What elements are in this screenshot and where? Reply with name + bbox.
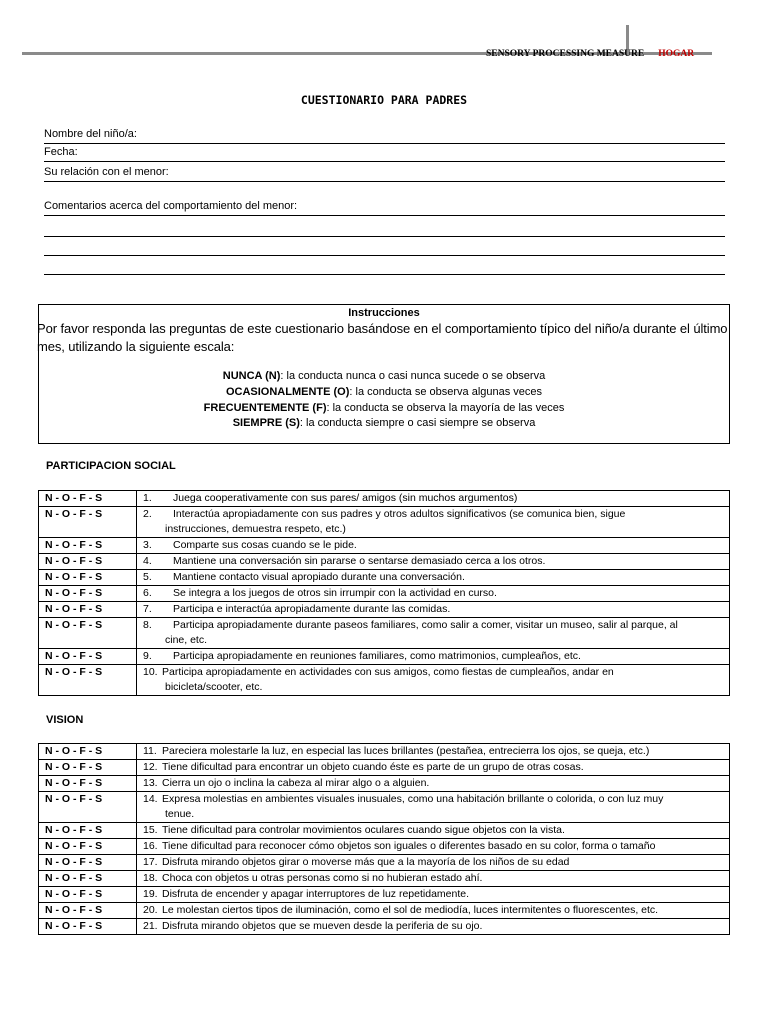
question-line: Tiene dificultad para encontrar un objeto cuando éste es parte de un grupo de otras cosas. [162,761,584,773]
table-row [39,744,730,760]
table-row [39,602,730,618]
question-line: Disfruta mirando objetos que se mueven desde la periferia de su ojo. [162,920,483,932]
question-text [137,602,730,618]
question-text [137,507,730,538]
question-text [137,744,730,760]
table-row [39,919,730,935]
question-number: 20. [143,904,158,916]
question-text [137,649,730,665]
question-text [137,855,730,871]
question-number: 9. [143,650,152,662]
question-number: 19. [143,888,158,900]
question-line-continued: instrucciones, demuestra respeto, etc.) [165,523,346,535]
question-line: Comparte sus cosas cuando se le pide. [173,539,357,551]
scale-item: NUNCA (N): la conducta nunca o casi nunca sucede o se observa [222,370,546,382]
comments-line[interactable] [44,273,725,275]
question-line: Le molestan ciertos tipos de iluminación, como el sol de mediodía, luces intermitentes o fluorescentes, etc. [162,904,659,916]
question-text [137,919,730,935]
table-row [39,665,730,696]
section-title-social: PARTICIPACION SOCIAL [46,460,176,472]
response-options[interactable]: N - O - F - S [39,839,137,855]
question-text [137,586,730,602]
question-number: 13. [143,777,158,789]
question-text [137,554,730,570]
rating-scale [39,369,729,432]
question-number: 18. [143,872,158,884]
question-text [137,538,730,554]
table-row [39,760,730,776]
table-row [39,839,730,855]
question-text [137,618,730,649]
question-number: 11. [143,745,157,757]
question-number: 12. [143,761,158,773]
question-line: Mantiene una conversación sin pararse o sentarse demasiado cerca a los otros. [173,555,546,567]
question-number: 5. [143,571,152,583]
relation-field[interactable]: Su relación con el menor: [44,165,725,182]
instructions-box [38,304,730,444]
table-row [39,823,730,839]
question-line: Tiene dificultad para controlar movimientos oculares cuando sigue objetos con la vista. [162,824,565,836]
response-options[interactable]: N - O - F - S [39,744,137,760]
question-text [137,570,730,586]
question-number: 8. [143,619,152,631]
question-line: Disfruta de encender y apagar interruptores de luz repetidamente. [162,888,470,900]
table-row [39,871,730,887]
version-label: HOGAR [658,49,695,59]
response-options[interactable]: N - O - F - S [39,554,137,570]
question-text [137,491,730,507]
response-options[interactable]: N - O - F - S [39,887,137,903]
response-options[interactable]: N - O - F - S [39,903,137,919]
response-options[interactable]: N - O - F - S [39,618,137,649]
question-number: 4. [143,555,152,567]
question-number: 1. [143,492,152,504]
table-row [39,491,730,507]
table-row [39,586,730,602]
question-line: Se integra a los juegos de otros sin irrumpir con la actividad en curso. [173,587,497,599]
question-number: 17. [143,856,158,868]
child-name-field[interactable]: Nombre del niño/a: [44,127,725,144]
scale-item: OCASIONALMENTE (O): la conducta se observa algunas veces [225,385,543,398]
question-line-continued: cine, etc. [165,634,208,646]
table-row [39,507,730,538]
question-number: 6. [143,587,152,599]
question-number: 16. [143,840,158,852]
scale-item: SIEMPRE (S): la conducta siempre o casi siempre se observa [232,417,536,430]
question-line: Expresa molestias en ambientes visuales inusuales, como una habitación brillante o colorida, o con luz muy [162,793,664,805]
date-field[interactable]: Fecha: [44,145,725,162]
question-line: Participa e interactúa apropiadamente durante las comidas. [173,603,451,615]
question-line: Cierra un ojo o inclina la cabeza al mirar algo o a alguien. [162,777,430,789]
question-text [137,871,730,887]
response-options[interactable]: N - O - F - S [39,538,137,554]
section-title-vision: VISION [46,714,84,726]
table-row [39,538,730,554]
response-options[interactable]: N - O - F - S [39,871,137,887]
question-text [137,839,730,855]
question-line-continued: bicicleta/scooter, etc. [165,681,263,693]
question-text [137,823,730,839]
question-line: Choca con objetos u otras personas como si no hubieran estado ahí. [162,872,483,884]
response-options[interactable]: N - O - F - S [39,665,137,696]
response-options[interactable]: N - O - F - S [39,649,137,665]
instructions-title: Instrucciones [348,307,420,319]
response-options[interactable]: N - O - F - S [39,586,137,602]
vision-table [38,743,730,935]
comments-line[interactable] [44,254,725,256]
comments-field[interactable]: Comentarios acerca del comportamiento del menor: [44,199,725,216]
question-text [137,792,730,823]
question-number: 2. [143,508,152,520]
response-options[interactable]: N - O - F - S [39,507,137,538]
table-row [39,855,730,871]
question-line: Pareciera molestarle la luz, en especial las luces brillantes (pestañea, entrecierra los ojos, se queja, etc.) [162,745,650,757]
question-number: 7. [143,603,152,615]
page-title: CUESTIONARIO PARA PADRES [300,93,468,107]
question-text [137,776,730,792]
table-row [39,776,730,792]
question-number: 3. [143,539,152,551]
question-number: 21. [143,920,158,932]
question-line: Interactúa apropiadamente con sus padres y otros adultos significativos (se comunica bien, sigue [173,508,626,520]
table-row [39,792,730,823]
social-participation-table [38,490,730,696]
comments-line[interactable] [44,235,725,237]
response-options[interactable]: N - O - F - S [39,760,137,776]
question-text [137,903,730,919]
question-line: Participa apropiadamente en actividades con sus amigos, como fiestas de cumpleaños, andar en [162,666,614,678]
table-row [39,887,730,903]
question-number: 14. [143,793,158,805]
measure-name: SENSORY PROCESSING MEASURE [486,49,645,59]
response-options[interactable]: N - O - F - S [39,823,137,839]
scale-item: FRECUENTEMENTE (F): la conducta se observa la mayoría de las veces [203,401,565,414]
question-line-continued: tenue. [165,808,195,820]
question-text [137,887,730,903]
question-number: 10. [143,666,158,678]
response-options[interactable]: N - O - F - S [39,570,137,586]
response-options[interactable]: N - O - F - S [39,602,137,618]
instructions-body: Por favor responda las preguntas de este cuestionario basándose en el comportamiento típico del niño/a durante el último mes, utilizando la siguiente escala: [37,321,728,354]
question-line: Mantiene contacto visual apropiado durante una conversación. [173,571,465,583]
table-row [39,570,730,586]
running-header [486,49,694,59]
response-options[interactable]: N - O - F - S [39,919,137,935]
table-row [39,649,730,665]
table-row [39,618,730,649]
response-options[interactable]: N - O - F - S [39,776,137,792]
table-row [39,554,730,570]
question-line: Juega cooperativamente con sus pares/ amigos (sin muchos argumentos) [173,492,518,504]
question-line: Participa apropiadamente durante paseos familiares, como salir a comer, visitar un museo, salir al parque, al [173,619,678,631]
question-line: Participa apropiadamente en reuniones familiares, como matrimonios, cumpleaños, etc. [173,650,581,662]
question-text [137,760,730,776]
response-options[interactable]: N - O - F - S [39,491,137,507]
question-text [137,665,730,696]
response-options[interactable]: N - O - F - S [39,792,137,823]
question-number: 15. [143,824,158,836]
question-line: Disfruta mirando objetos girar o moverse más que a la mayoría de los niños de su edad [162,856,570,868]
question-line: Tiene dificultad para reconocer cómo objetos son iguales o diferentes basado en su color, forma o tamaño [162,840,656,852]
table-row [39,903,730,919]
response-options[interactable]: N - O - F - S [39,855,137,871]
